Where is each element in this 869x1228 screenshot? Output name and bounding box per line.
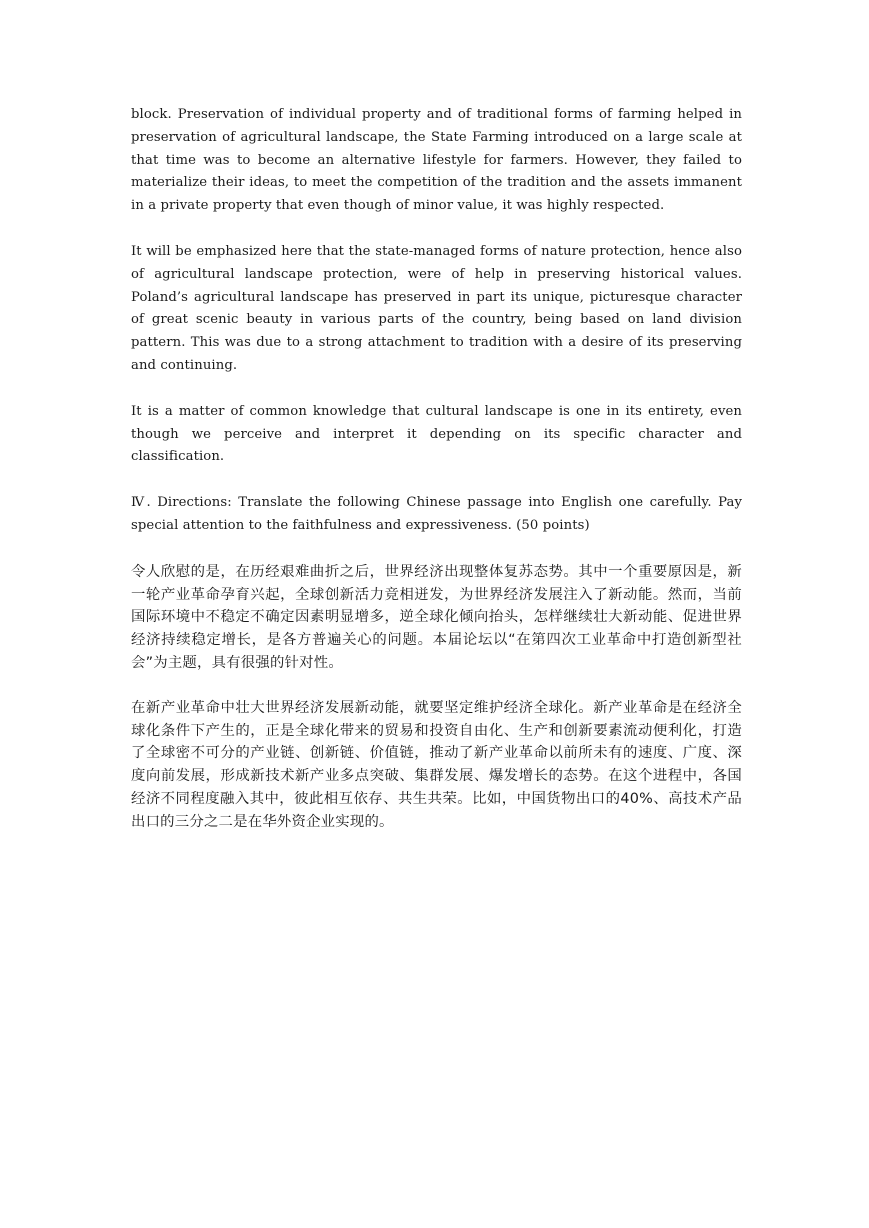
translation-directions: Ⅳ. Directions: Translate the following Chinese passage into English one carefully. Pay special attention to the faithfulness and expressiveness. (50 points)	[131, 495, 742, 533]
chinese-passage-2: 在新产业革命中壮大世界经济发展新动能，就要坚定维护经济全球化。新产业革命是在经济全球化条件下产生的，正是全球化带来的贸易和投资自由化、生产和创新要素流动便利化，打造了全球密不可分的产业链、创新链、价值链，推动了新产业革命以前所未有的速度、广度、深度向前发展，形成新技术新产业多点突破、集群发展、爆发增长的态势。在这个进程中，各国经济不同程度融入其中，彼此相互依存、共生共荣。比如，中国货物出口的40%、高技术产品出口的三分之二是在华外资企业实现的。	[131, 699, 742, 830]
document-page	[131, 104, 742, 856]
paragraph-state-protection: It will be emphasized here that the state-managed forms of nature protection, hence also of agricultural landscape protection, were of help in preserving historical values. Poland’s agricultural landscape has preserved in part its unique, picturesque character of great scenic beauty in various parts of the country, being based on land division pattern. This was due to a strong attachment to tradition with a desire of its preserving and continuing.	[131, 243, 742, 373]
paragraph-cultural-landscape: It is a matter of common knowledge that cultural landscape is one in its entirety, even though we perceive and interpret it depending on its specific character and classification.	[131, 403, 742, 465]
chinese-passage-1: 令人欣慰的是，在历经艰难曲折之后，世界经济出现整体复苏态势。其中一个重要原因是，新一轮产业革命孕育兴起，全球创新活力竞相迸发，为世界经济发展注入了新动能。然而，当前国际环境中不稳定不确定因素明显增多，逆全球化倾向抬头，怎样继续壮大新动能、促进世界经济持续稳定增长，是各方普遍关心的问题。本届论坛以“在第四次工业革命中打造创新型社会”为主题，具有很强的针对性。	[131, 563, 742, 671]
paragraph-landscape-preservation: block. Preservation of individual property and of traditional forms of farming helped in preservation of agricultural landscape, the State Farming introduced on a large scale at that time was to become an alternative lifestyle for farmers. However, they failed to materialize their ideas, to meet the competition of the tradition and the assets immanent in a private property that even though of minor value, it was highly respected.	[131, 107, 742, 214]
